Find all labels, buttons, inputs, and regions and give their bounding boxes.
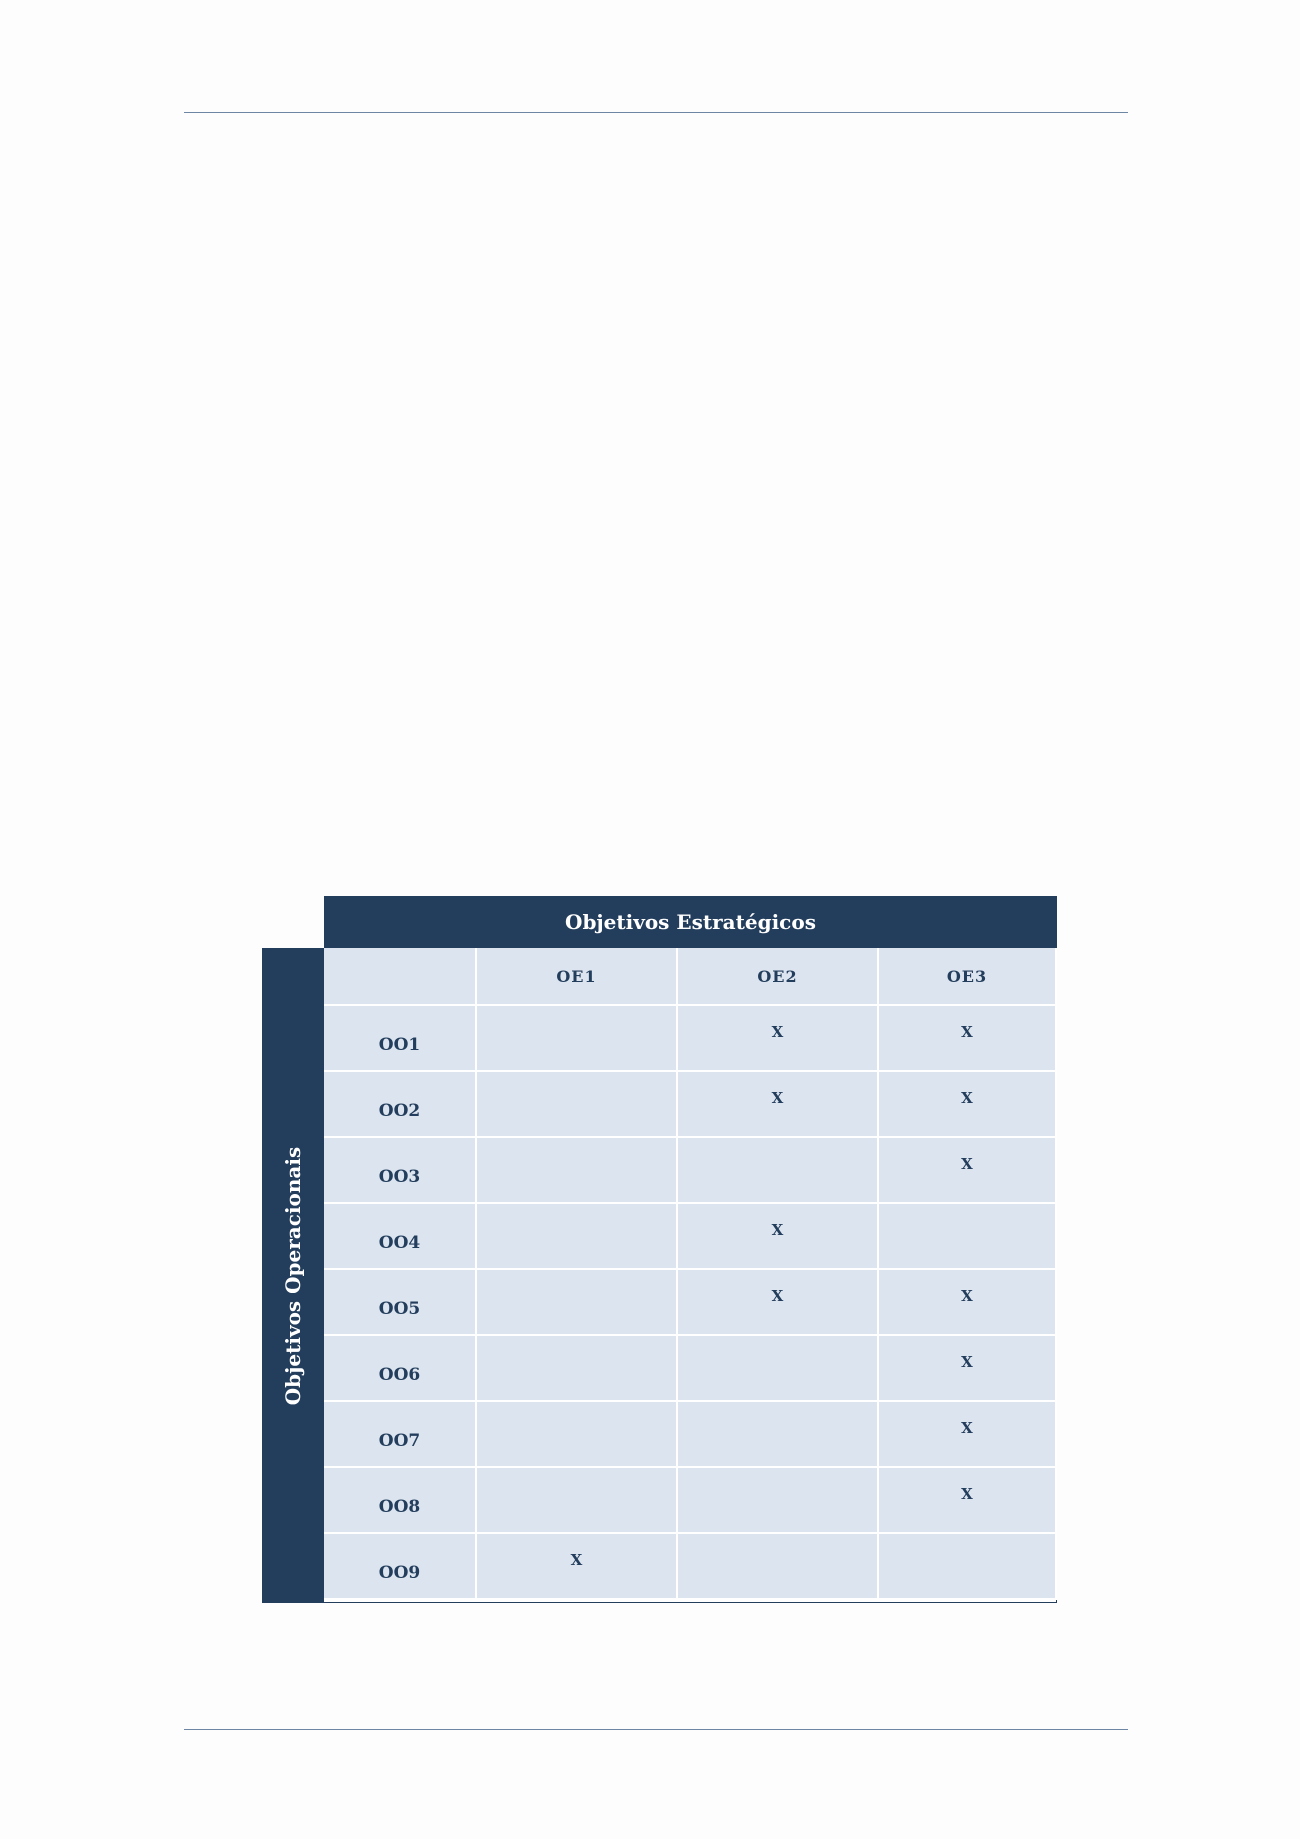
matrix-cell: X [879, 1072, 1057, 1138]
matrix-cell [678, 1468, 879, 1534]
row-header: OO9 [324, 1534, 477, 1600]
matrix-cell [678, 1138, 879, 1204]
matrix-cell: X [678, 1270, 879, 1336]
strategic-objectives-header: Objetivos Estratégicos [324, 896, 1057, 948]
matrix-cell [477, 1468, 678, 1534]
matrix-cell [678, 1534, 879, 1600]
matrix-cell [477, 1336, 678, 1402]
matrix-cell [477, 1006, 678, 1072]
row-header: OO5 [324, 1270, 477, 1336]
matrix-cell: X [879, 1468, 1057, 1534]
matrix-cell [678, 1336, 879, 1402]
header-rule [184, 112, 1128, 113]
corner-cell [324, 948, 477, 1006]
row-header: OO7 [324, 1402, 477, 1468]
matrix-cell: X [879, 1006, 1057, 1072]
matrix-cell [879, 1204, 1057, 1270]
operational-objectives-label: Objetivos Operacionais [281, 1146, 305, 1405]
column-header: OE2 [678, 948, 879, 1006]
matrix-cell [879, 1534, 1057, 1600]
row-header: OO6 [324, 1336, 477, 1402]
matrix-cell: X [678, 1072, 879, 1138]
matrix-cell [477, 1204, 678, 1270]
matrix-cell [477, 1138, 678, 1204]
matrix-cell [477, 1402, 678, 1468]
matrix-cell: X [678, 1006, 879, 1072]
matrix-cell: X [879, 1138, 1057, 1204]
objectives-matrix [262, 896, 1057, 1603]
row-header: OO3 [324, 1138, 477, 1204]
column-header: OE3 [879, 948, 1057, 1006]
footer-rule [184, 1729, 1128, 1730]
row-header: OO2 [324, 1072, 477, 1138]
matrix-cell: X [879, 1402, 1057, 1468]
column-header: OE1 [477, 948, 678, 1006]
operational-objectives-header [262, 948, 324, 1603]
matrix-cell [477, 1072, 678, 1138]
matrix-cell [678, 1402, 879, 1468]
matrix-cell: X [879, 1270, 1057, 1336]
matrix-cell [477, 1270, 678, 1336]
row-header: OO8 [324, 1468, 477, 1534]
matrix-cell: X [678, 1204, 879, 1270]
matrix-grid [324, 948, 1057, 1603]
row-header: OO1 [324, 1006, 477, 1072]
row-header: OO4 [324, 1204, 477, 1270]
matrix-cell: X [879, 1336, 1057, 1402]
matrix-cell: X [477, 1534, 678, 1600]
